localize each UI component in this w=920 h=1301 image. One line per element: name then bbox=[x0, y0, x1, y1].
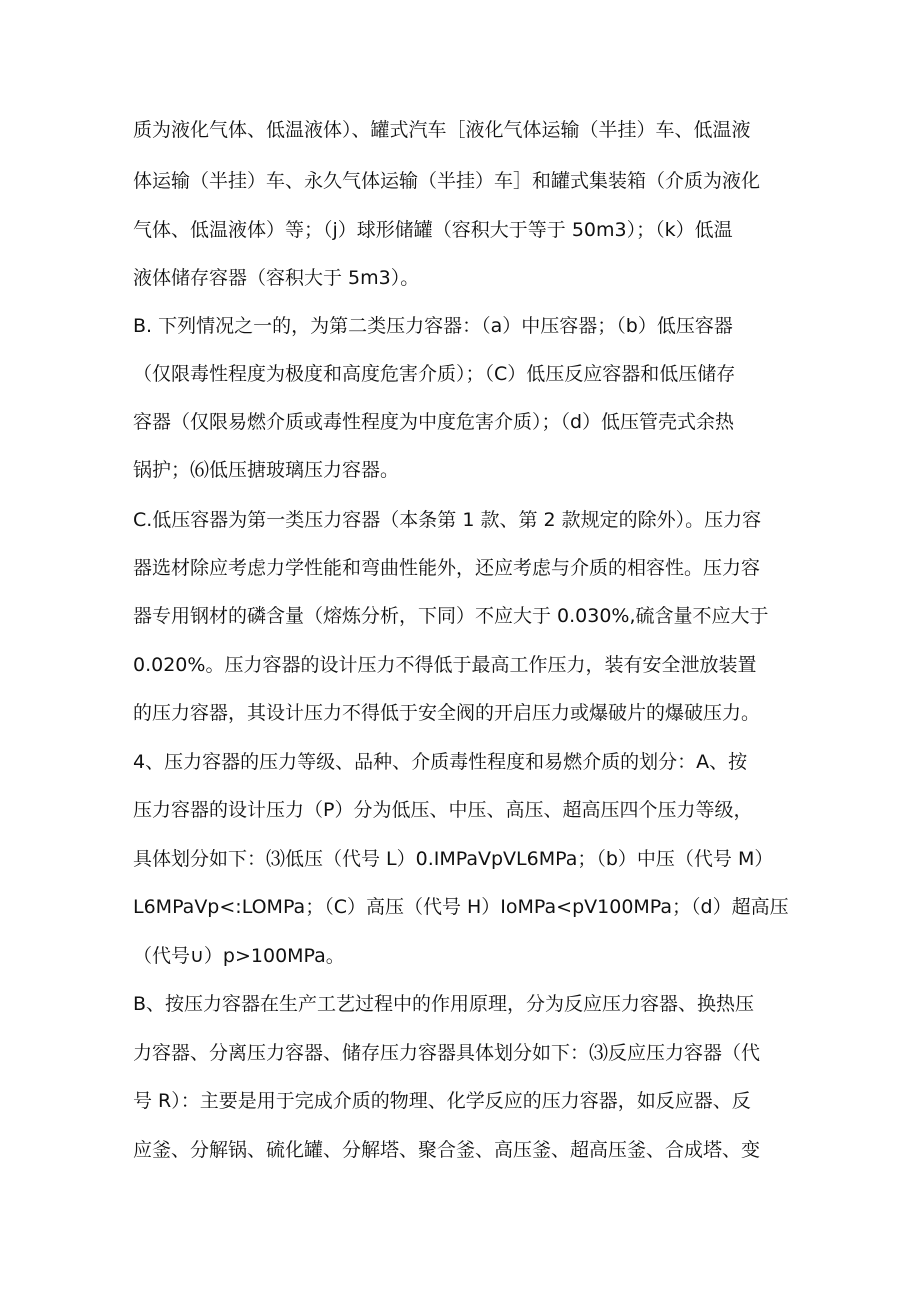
text-line-13: 的压力容器，其设计压力不得低于安全阀的开启压力或爆破片的爆破压力。 bbox=[133, 702, 761, 724]
text-line-8: 锅护；⑹低压搪玻璃压力容器。 bbox=[133, 459, 400, 481]
text-line-7: 容器（仅限易燃介质或毒性程度为中度危害介质）；（d）低压管壳式余热 bbox=[133, 411, 735, 433]
text-line-9: C.低压容器为第一类压力容器（本条第 1 款、第 2 款规定的除外）。压力容 bbox=[133, 509, 762, 531]
text-line-2: 体运输（半挂）车、永久气体运输（半挂）车］和罐式集装箱（介质为液化 bbox=[133, 170, 761, 192]
text-line-14: 4、压力容器的压力等级、品种、介质毒性程度和易燃介质的划分：A、按 bbox=[133, 751, 748, 773]
text-line-11: 器专用钢材的磷含量（熔炼分析，下同）不应大于 0.030%,硫含量不应大于 bbox=[133, 605, 769, 627]
text-line-3: 气体、低温液体）等；（j）球形储罐（容积大于等于 50m3）；（k）低温 bbox=[133, 219, 733, 241]
text-line-17: L6MPaVp<:LOMPa；（C）高压（代号 H）IoMPa<pV100MPa；（d）超高压 bbox=[133, 896, 789, 918]
text-line-20: 力容器、分离压力容器、储存压力容器具体划分如下：⑶反应压力容器（代 bbox=[133, 1042, 761, 1064]
text-line-4: 液体储存容器（容积大于 5m3）。 bbox=[133, 267, 420, 289]
text-line-16: 具体划分如下：⑶低压（代号 L）0.IMPaVpVL6MPa；（b）中压（代号 M） bbox=[133, 848, 774, 870]
text-line-19: B、按压力容器在生产工艺过程中的作用原理，分为反应压力容器、换热压 bbox=[133, 993, 755, 1015]
text-line-21: 号 R）：主要是用于完成介质的物理、化学反应的压力容器，如反应器、反 bbox=[133, 1090, 751, 1112]
text-line-5: B. 下列情况之一的，为第二类压力容器：（a）中压容器；（b）低压容器 bbox=[133, 315, 733, 337]
text-line-18: （代号∪）p>100MPa。 bbox=[133, 945, 345, 967]
text-line-12: 0.020%。压力容器的设计压力不得低于最高工作压力，装有安全泄放装置 bbox=[133, 654, 757, 676]
text-line-10: 器选材除应考虑力学性能和弯曲性能外，还应考虑与介质的相容性。压力容 bbox=[133, 557, 761, 579]
text-line-22: 应釜、分解锅、硫化罐、分解塔、聚合釜、高压釜、超高压釜、合成塔、变 bbox=[133, 1139, 761, 1161]
text-line-1: 质为液化气体、低温液体）、罐式汽车［液化气体运输（半挂）车、低温液 bbox=[133, 119, 751, 141]
text-line-6: （仅限毒性程度为极度和高度危害介质）；（C）低压反应容器和低压储存 bbox=[133, 363, 736, 385]
text-line-15: 压力容器的设计压力（P）分为低压、中压、高压、超高压四个压力等级， bbox=[133, 799, 753, 821]
